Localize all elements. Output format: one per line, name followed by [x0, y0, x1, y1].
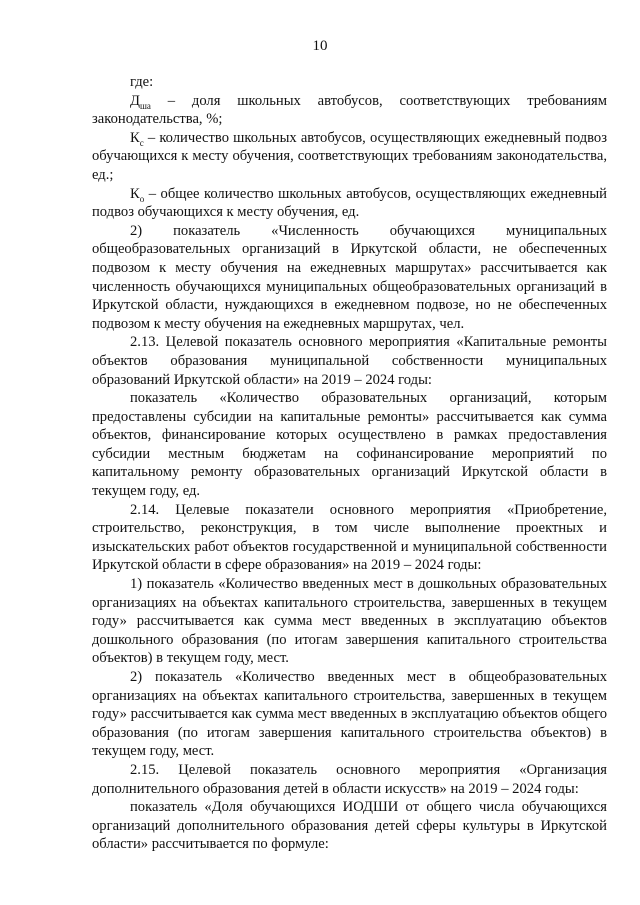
paragraph: 2) показатель «Численность обучающихся муниципальных общеобразовательных организаций в Иркутской области, не обеспеченных подвозом к месту обучения на ежедневных маршрутах» рассчитывается как численность обучающихся муниципальных общеобразовательных организаций в Иркутской области, нуждающихся в ежедневном подвозе, но не обеспеченных подвозом к месту обучения на ежедневных маршрутах, чел.: [92, 222, 607, 332]
definition-d-sha: [92, 92, 607, 129]
paragraph: 2.13. Целевой показатель основного мероприятия «Капитальные ремонты объектов образования муниципальной собственности муниципальных образований Иркутской области» на 2019 – 2024 годы:: [92, 334, 607, 388]
definition-kc-text: – количество школьных автобусов, осуществляющих ежедневный подвоз обучающихся к месту обучения, соответствующих требованиям законодательства, ед.;: [92, 129, 607, 183]
definition-kc: [92, 129, 607, 185]
definition-ko-text: – общее количество школьных автобусов, осуществляющих ежедневный подвоз обучающихся к месту обучения, ед.: [92, 185, 607, 221]
symbol-ko: $К_о$: [130, 185, 145, 204]
where-label: где:: [130, 74, 154, 90]
page-number: 10: [312, 38, 328, 54]
definition-d-text: – доля школьных автобусов, соответствующих требованиям законодательства, %;: [92, 92, 607, 128]
paragraph: 2.14. Целевые показатели основного мероприятия «Приобретение, строительство, реконструкция, в том числе выполнение проектных и изыскательских работ объектов государственной и муниципальной собственности Иркутской области в сфере образования» на 2019 – 2024 годы:: [92, 501, 607, 574]
document-body: [92, 73, 607, 854]
symbol-d: $Д_{ша}$: [130, 92, 151, 111]
definition-ko: [92, 185, 607, 222]
symbol-kc: $К_с$: [130, 129, 144, 148]
paragraph: 1) показатель «Количество введенных мест в дошкольных образовательных организациях на объектах капитального строительства, завершенных в текущем году» рассчитывается как сумма мест введенных в эксплуатацию объектов дошкольного образования (по итогам завершения капитального строительства объектов) в текущем году, мест.: [92, 576, 607, 667]
paragraph: показатель «Количество образовательных организаций, которым предоставлены субсидии на капитальные ремонты» рассчитывается как сумма объектов, финансирование которых осуществлено в рамках предоставления субсидии местным бюджетам на софинансирование мероприятий по капитальному ремонту образовательных организаций Иркутской области в текущем году, ед.: [92, 390, 607, 500]
paragraph: 2.15. Целевой показатель основного мероприятия «Организация дополнительного образования детей в области искусств» на 2019 – 2024 годы:: [92, 761, 607, 797]
paragraph: 2) показатель «Количество введенных мест в общеобразовательных организациях на объектах капитального строительства, завершенных в текущем году» рассчитывается как сумма мест введенных в эксплуатацию объектов общего образования (по итогам завершения капитального строительства объектов) в текущем году, мест.: [92, 669, 607, 760]
paragraph: показатель «Доля обучающихся ИОДШИ от общего числа обучающихся организаций дополнительного образования детей сферы культуры в Иркутской области» рассчитывается по формуле:: [92, 799, 607, 853]
